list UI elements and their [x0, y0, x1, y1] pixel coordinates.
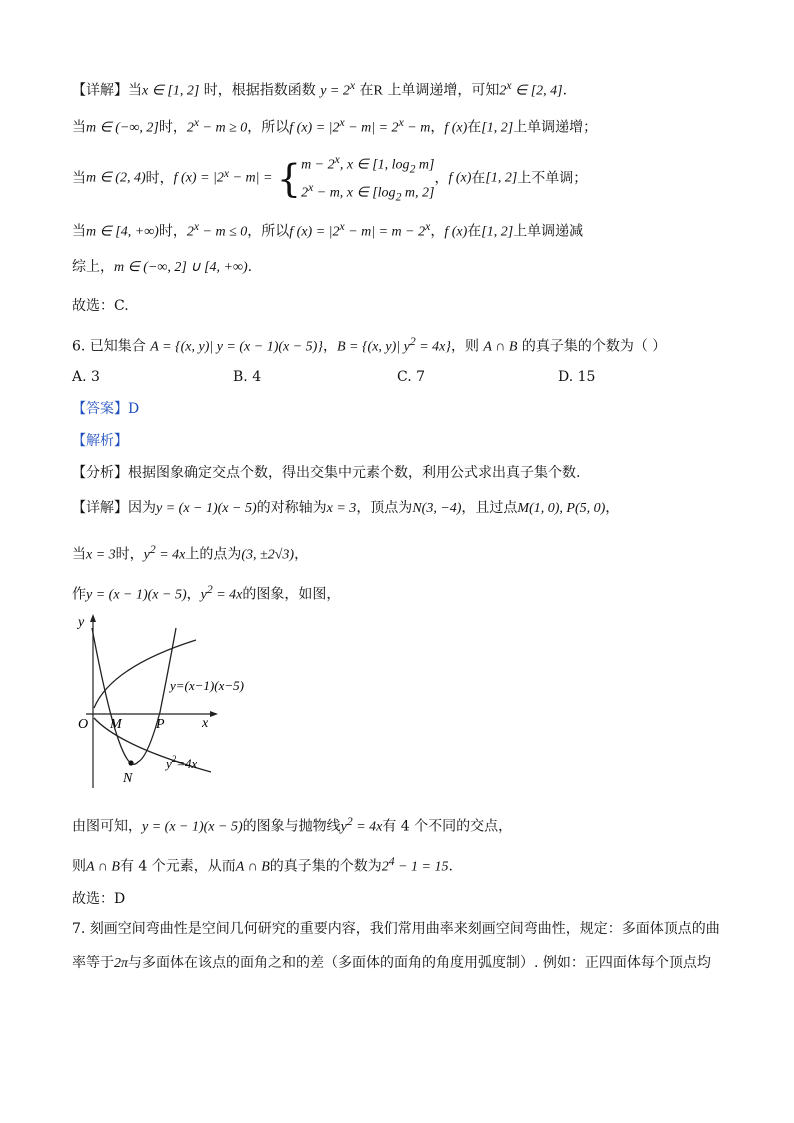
- origin-label: O: [78, 717, 89, 732]
- question-7-line-1: 7. 刻画空间弯曲性是空间几何研究的重要内容，我们常用曲率来刻画空间弯曲性，规定：多面体顶点的曲: [72, 921, 720, 937]
- text: ，: [430, 119, 445, 136]
- text: ，: [605, 500, 620, 516]
- text: 的真子集的个数为: [269, 858, 382, 875]
- y-axis-label: y: [78, 615, 85, 630]
- math: 2: [186, 224, 194, 240]
- math: f (x) = |2: [173, 170, 224, 186]
- detail-tag: 【详解】: [72, 82, 128, 99]
- math: y: [340, 819, 347, 835]
- text: 与多面体在该点的面角之和的差（多面体的面角的角度用弧度制）. 例如：正四面体每个顶点均: [128, 955, 711, 971]
- math: f (x) = |2: [289, 224, 340, 240]
- text: 的对称轴为: [256, 500, 327, 516]
- math: A ∩ B: [235, 859, 270, 875]
- choice-line-2: 故选：D: [72, 891, 126, 907]
- text: 时，: [158, 119, 187, 136]
- math: 2: [301, 186, 309, 202]
- text: 在: [467, 223, 482, 240]
- math: x = 3: [86, 547, 116, 563]
- math: = 4x: [352, 819, 383, 835]
- text: 由图可知，: [72, 818, 142, 835]
- text: 则: [72, 858, 86, 875]
- text: 在: [471, 170, 486, 187]
- text: ，: [430, 223, 445, 240]
- math-sup: x: [425, 220, 431, 233]
- math: y = 2: [320, 83, 350, 99]
- math-sup: x: [339, 220, 345, 233]
- math: f (x): [444, 120, 468, 136]
- x-axis-label: x: [202, 716, 209, 731]
- text: 当: [72, 546, 86, 563]
- text: 上的点为: [185, 546, 242, 563]
- math: , x ∈ [1, log: [339, 157, 410, 173]
- question-7-line-2: [72, 953, 711, 974]
- math: 2: [381, 859, 389, 875]
- text: 当: [128, 82, 142, 99]
- math: y = (x − 1)(x − 5): [86, 587, 187, 603]
- math-sup: 2: [149, 543, 156, 556]
- choice-line: 故选：C.: [72, 298, 129, 314]
- sq-label-rest: =4x: [176, 756, 198, 771]
- detail-line-2: [72, 113, 597, 139]
- text: 当: [72, 170, 86, 187]
- text: 上单调递增，可知: [382, 82, 500, 99]
- detail-tag: 【详解】: [72, 500, 128, 516]
- math: m]: [415, 157, 435, 173]
- math: − m ≥ 0: [199, 120, 248, 136]
- text: ，所以: [247, 119, 290, 136]
- option-b: B. 4: [233, 369, 262, 385]
- math: f (x): [448, 170, 472, 186]
- text: 率等于: [72, 955, 114, 971]
- math-sup: x: [308, 181, 314, 195]
- text: ，所以: [247, 223, 290, 240]
- text: 的图象与抛物线: [242, 818, 341, 835]
- detail-line-3: [72, 150, 587, 207]
- math: m ∈ [4, +∞): [86, 224, 159, 240]
- math: y = (x − 1)(x − 5): [142, 819, 243, 835]
- math: m ∈ (−∞, 2]: [86, 120, 159, 136]
- math-sup: x: [398, 116, 404, 129]
- text: 有 4 个不同的交点，: [382, 818, 513, 835]
- math: = 4x: [155, 547, 186, 563]
- text: 在: [355, 82, 374, 99]
- math-sup: x: [506, 79, 512, 92]
- option-d: D. 15: [558, 369, 596, 385]
- math-sup: 2: [346, 815, 353, 828]
- point-m-label: M: [110, 717, 122, 732]
- text: 当: [72, 223, 86, 240]
- text: ，: [186, 586, 201, 603]
- text: 在: [467, 119, 482, 136]
- math-sup: x: [193, 220, 200, 233]
- text: .: [247, 259, 253, 275]
- sq-label-y: y: [166, 756, 172, 771]
- math: N(3, −4): [412, 501, 462, 516]
- math: A ∩ B: [86, 859, 120, 875]
- math-sup: x: [223, 166, 230, 180]
- math: x = 3: [326, 501, 357, 516]
- math: x ∈ [1, 2]: [142, 83, 200, 99]
- parabola-label: y=(x−1)(x−5): [170, 678, 244, 693]
- detail-line-9: [72, 580, 340, 606]
- math-sub: 2: [395, 190, 402, 204]
- text: 时，根据指数函数: [199, 82, 321, 99]
- math-sup: x: [193, 116, 200, 129]
- sq-curve-upper: [94, 640, 196, 708]
- analysis-heading: 【解析】: [72, 433, 128, 449]
- math: M(1, 0), P(5, 0): [517, 501, 606, 516]
- sq-label: [164, 754, 198, 771]
- math: − m: [403, 120, 431, 136]
- text: 时，: [145, 170, 174, 187]
- analysis-tag: 【分析】: [72, 465, 128, 481]
- point-n: [128, 760, 133, 765]
- text: 上单调递减: [513, 223, 584, 240]
- text: 的图象，如图，: [242, 586, 341, 603]
- math: (3, ±2√3): [241, 547, 295, 563]
- math: − m ≤ 0: [199, 224, 248, 240]
- point-p-label: P: [156, 717, 165, 732]
- detail-line-4: [72, 217, 583, 243]
- point-n-label: N: [123, 771, 133, 786]
- text: 根据图象确定交点个数，得出交集中元素个数，利用公式求出真子集个数.: [128, 465, 581, 481]
- text: 上单调递增；: [513, 119, 598, 136]
- text: ，顶点为: [356, 500, 413, 516]
- math: A ∩ B: [483, 339, 518, 355]
- text: 6. 已知集合: [72, 338, 151, 355]
- math-sup: x: [349, 79, 356, 92]
- math: y: [200, 587, 207, 603]
- math-sub: 2: [409, 162, 416, 176]
- math: f (x) = |2: [289, 120, 340, 136]
- math: m ∈ (2, 4): [86, 170, 146, 186]
- math-sup: 4: [388, 855, 395, 868]
- math: [1, 2]: [481, 120, 514, 136]
- text: ，: [322, 338, 337, 355]
- text: 当: [72, 119, 86, 136]
- detail-line-7: [72, 498, 619, 519]
- text: 作: [72, 586, 86, 603]
- text: 综上，: [72, 259, 114, 275]
- math: m − 2: [301, 157, 335, 173]
- math: A = {(x, y)| y = (x − 1)(x − 5)}: [150, 339, 323, 355]
- answer-line: 【答案】D: [72, 401, 140, 417]
- math: = 4x: [212, 587, 243, 603]
- sq-label-sup: 2: [171, 754, 177, 764]
- math: B = {(x, y)| y: [336, 339, 410, 355]
- math: [1, 2]: [481, 224, 514, 240]
- text: 时，: [115, 546, 144, 563]
- math-sup: 2: [206, 583, 213, 596]
- math: m ∈ (−∞, 2] ∪ [4, +∞): [114, 260, 248, 275]
- text: 有 4 个元素，从而: [119, 858, 236, 875]
- math: m, 2]: [401, 186, 435, 202]
- math: − 1 = 15: [394, 859, 449, 875]
- detail-line-11: [72, 852, 453, 878]
- math: 2: [186, 120, 194, 136]
- left-brace-glyph: {: [276, 156, 302, 201]
- detail-line-10: [72, 812, 512, 838]
- text: 时，: [158, 223, 187, 240]
- option-a: A. 3: [72, 369, 100, 385]
- math: 2π: [114, 956, 129, 971]
- text: 因为: [128, 500, 156, 516]
- question-6: [72, 332, 666, 358]
- graph-figure: [66, 612, 266, 802]
- math-sup: x: [339, 116, 345, 129]
- text: .: [562, 82, 568, 99]
- math: − m| = 2: [344, 120, 399, 136]
- math: y: [143, 547, 150, 563]
- math: − m, x ∈ [log: [313, 186, 396, 202]
- math: R: [373, 83, 383, 99]
- math: 2: [499, 83, 507, 99]
- math: f (x): [444, 224, 468, 240]
- math: ∈ [2, 4]: [511, 83, 563, 99]
- piecewise-cases: [301, 150, 434, 207]
- math: = 4x}: [415, 339, 451, 355]
- math: y = (x − 1)(x − 5): [156, 501, 257, 516]
- detail-line-5: [72, 257, 252, 278]
- detail-line-8: [72, 540, 308, 566]
- text: .: [448, 858, 453, 875]
- text: ，且过点: [461, 500, 518, 516]
- math-sup: 2: [409, 335, 416, 348]
- parabola-curve: [92, 628, 176, 764]
- text: ，: [434, 170, 449, 187]
- analysis-line: [72, 463, 580, 483]
- detail-line-1: [72, 76, 567, 102]
- option-c: C. 7: [397, 369, 426, 385]
- math: − m| = m − 2: [344, 224, 426, 240]
- text: 上不单调；: [517, 170, 588, 187]
- math-sup: x: [334, 153, 340, 166]
- text: ，: [294, 546, 309, 563]
- text: 的真子集的个数为（ ）: [517, 338, 667, 355]
- math: [1, 2]: [485, 170, 518, 186]
- text: ，则: [450, 338, 484, 355]
- y-axis-arrow: [90, 614, 96, 622]
- math: − m| =: [229, 170, 273, 186]
- x-axis-arrow: [210, 711, 218, 717]
